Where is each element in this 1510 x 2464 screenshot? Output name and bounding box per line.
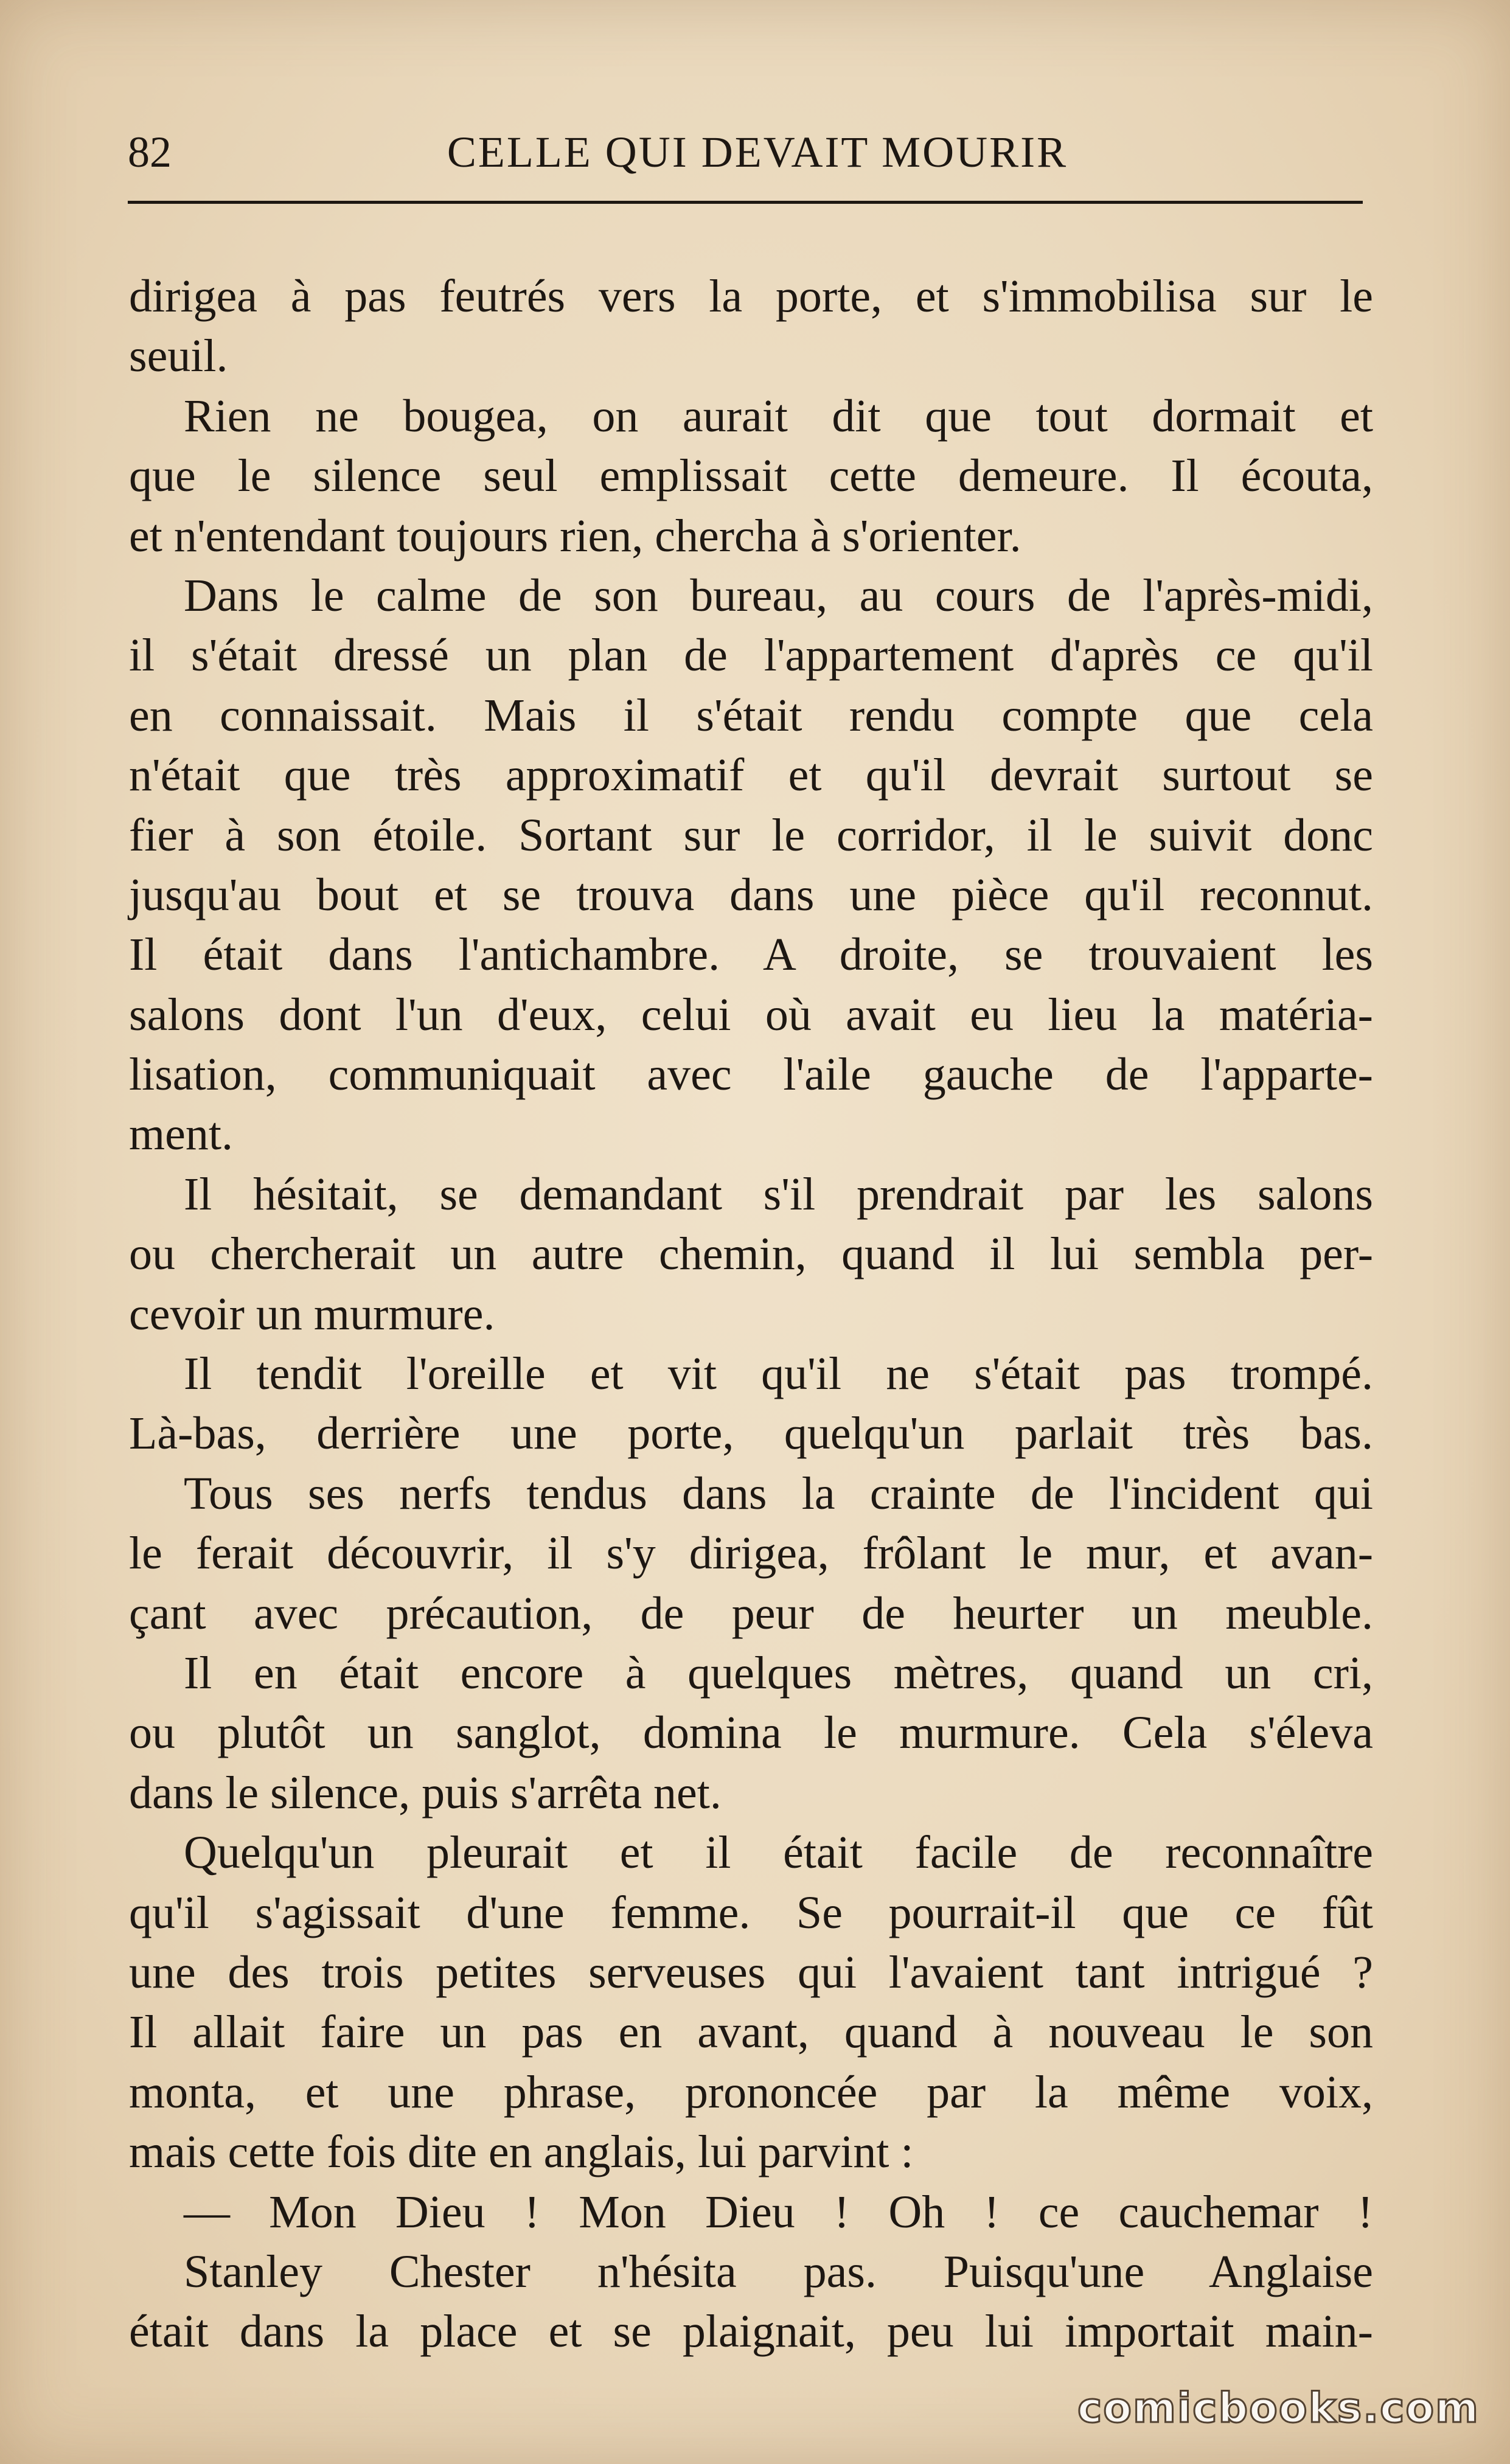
text-line: Il hésitait, se demandant s'il prendrait par les salons bbox=[184, 1168, 1373, 1220]
text-line: une des trois petites serveuses qui l'avaient tant intrigué ? bbox=[129, 1946, 1373, 1998]
page-number: 82 bbox=[128, 128, 172, 176]
text-line: en connaissait. Mais il s'était rendu compte que cela bbox=[129, 689, 1373, 741]
text-line: Rien ne bougea, on aurait dit que tout dormait et bbox=[184, 390, 1373, 442]
text-line: et n'entendant toujours rien, chercha à s'orienter. bbox=[129, 510, 1021, 562]
text-line: monta, et une phrase, prononcée par la même voix, bbox=[129, 2066, 1373, 2118]
watermark: comicbooks.com bbox=[1077, 2384, 1480, 2432]
text-line: ment. bbox=[129, 1108, 233, 1160]
text-line: il s'était dressé un plan de l'appartement d'après ce qu'il bbox=[129, 630, 1373, 681]
text-line: lisation, communiquait avec l'aile gauche de l'apparte- bbox=[129, 1049, 1373, 1101]
text-line: çant avec précaution, de peur de heurter un meuble. bbox=[129, 1587, 1373, 1639]
text-line: était dans la place et se plaignait, peu lui importait main- bbox=[129, 2306, 1373, 2358]
text-line: fier à son étoile. Sortant sur le corridor, il le suivit donc bbox=[129, 809, 1373, 861]
text-line: le ferait découvrir, il s'y dirigea, frôlant le mur, et avan- bbox=[129, 1528, 1373, 1579]
header-rule bbox=[128, 201, 1363, 204]
text-line: Dans le calme de son bureau, au cours de l'après-midi, bbox=[184, 569, 1373, 621]
text-line: Là-bas, derrière une porte, quelqu'un parlait très bas. bbox=[129, 1408, 1373, 1460]
page-header bbox=[128, 119, 1363, 186]
text-line: qu'il s'agissait d'une femme. Se pourrait-il que ce fût bbox=[129, 1887, 1373, 1938]
text-line: dirigea à pas feutrés vers la porte, et s'immobilisa sur le bbox=[129, 271, 1373, 322]
text-line: Tous ses nerfs tendus dans la crainte de l'incident qui bbox=[184, 1467, 1373, 1519]
text-line: — Mon Dieu ! Mon Dieu ! Oh ! ce cauchemar ! bbox=[184, 2186, 1373, 2238]
text-line: Stanley Chester n'hésita pas. Puisqu'une Anglaise bbox=[184, 2246, 1373, 2297]
text-line: n'était que très approximatif et qu'il devrait surtout se bbox=[129, 750, 1373, 801]
text-line: seuil. bbox=[129, 330, 228, 382]
text-line: ou chercherait un autre chemin, quand il lui sembla per- bbox=[129, 1228, 1373, 1280]
text-line: jusqu'au bout et se trouva dans une pièce qu'il reconnut. bbox=[129, 869, 1373, 921]
text-line: dans le silence, puis s'arrêta net. bbox=[129, 1767, 722, 1818]
text-line: ou plutôt un sanglot, domina le murmure. Cela s'éleva bbox=[129, 1707, 1373, 1759]
text-line: Il tendit l'oreille et vit qu'il ne s'était pas trompé. bbox=[184, 1348, 1373, 1400]
text-line: mais cette fois dite en anglais, lui parvint : bbox=[129, 2126, 914, 2178]
text-line: cevoir un murmure. bbox=[129, 1288, 495, 1340]
text-line: Il était dans l'antichambre. A droite, se trouvaient les bbox=[129, 929, 1373, 981]
text-line: Il allait faire un pas en avant, quand à nouveau le son bbox=[129, 2006, 1373, 2058]
text-line: Quelqu'un pleurait et il était facile de reconnaître bbox=[184, 1827, 1373, 1879]
body-text bbox=[129, 266, 1373, 2362]
running-title: CELLE QUI DEVAIT MOURIR bbox=[447, 128, 1068, 176]
text-line: salons dont l'un d'eux, celui où avait eu lieu la matéria- bbox=[129, 989, 1373, 1040]
text-line: Il en était encore à quelques mètres, quand un cri, bbox=[184, 1647, 1373, 1699]
text-line: que le silence seul emplissait cette demeure. Il écouta, bbox=[129, 450, 1373, 502]
